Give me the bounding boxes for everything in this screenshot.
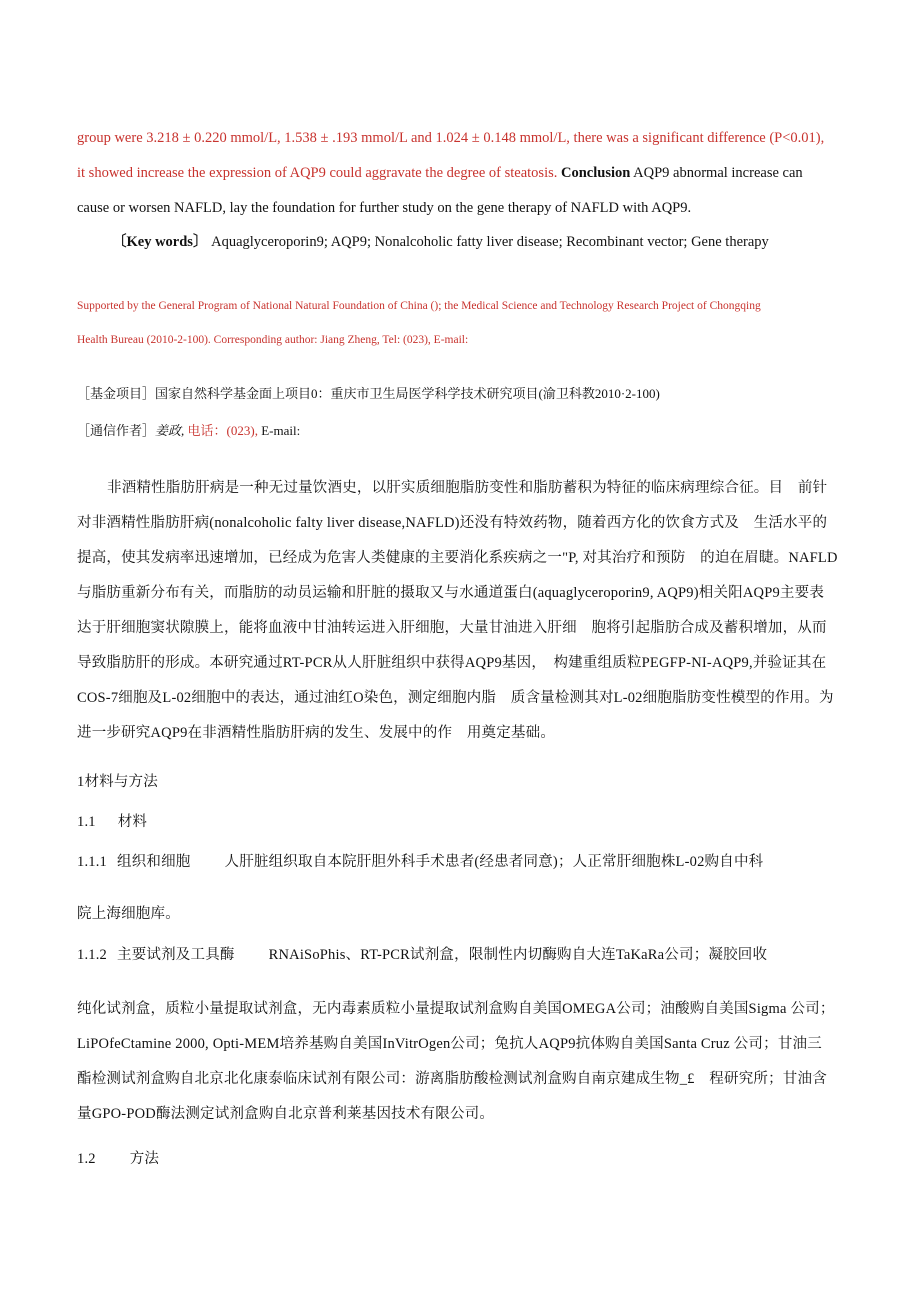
corresponding-cn [77, 421, 859, 441]
keywords-line [112, 232, 859, 252]
intro-line-1: 非酒精性脂肪肝病是一种无过量饮酒史，以肝实质细胞脂肪变性和脂肪蓄积为特征的临床病理综合征。目 前针 [107, 480, 828, 496]
section-1-1-2-line-3: 酯检测试剂盒购自北京北化康泰临床试剂有限公司：游离脂肪酸检测试剂盒购自南京建成生物_£ 程研究所；甘油含 [77, 1071, 827, 1087]
section-1-1-2-text: RNAiSoPhis、RT-PCR试剂盒，限制性内切酶购自大连TaKaRa公司；凝胶回收 [268, 947, 768, 963]
section-1-1-2-line-1: 纯化试剂盒，质粒小量提取试剂盒，无内毒素质粒小量提取试剂盒购自美国OMEGA公司；油酸购自美国Sigma 公司； [77, 1001, 835, 1017]
fund-cn [77, 384, 859, 404]
section-1-1-2-line [77, 945, 859, 965]
section-1-1-heading [77, 812, 859, 832]
abstract-line-3: cause or worsen NAFLD, lay the foundation for further study on the gene therapy of NAFLD with AQP9. [77, 200, 692, 216]
intro-line-7: COS-7细胞及L-02细胞中的表达，通过油红O染色，测定细胞内脂 质含量检测其对L-02细胞脂肪变性模型的作用。为 [77, 690, 834, 706]
section-1-1-1-title: 组织和细胞 [117, 854, 191, 870]
section-1-1-2-line-4: 量GPO-POD酶法测定试剂盒购自北京普利莱基因技术有限公司。 [77, 1106, 495, 1122]
corresponding-label: ［通信作者］ [77, 423, 156, 438]
section-1-1-1-number: 1.1.1 [77, 854, 107, 870]
intro-line-3: 提高，使其发病率迅速增加，已经成为危害人类健康的主要消化系疾病之一"P, 对其治疗和预防 的迫在眉睫。NAFLD [77, 550, 838, 566]
section-1-1-2-title: 主要试剂及工具酶 [117, 947, 235, 963]
intro-line-6: 导致脂肪肝的形成。本研究通过RT-PCR从人肝脏组织中获得AQP9基因， 构建重组质粒PEGFP-NI-AQP9,并验证其在 [77, 655, 827, 671]
intro-line-8: 进一步研究AQP9在非酒精性脂肪肝病的发生、发展中的作 用奠定基础。 [77, 725, 556, 741]
section-1-1-1-text: 人肝脏组织取自本院肝胆外科手术患者(经患者同意)；人正常肝细胞株L-02购自中科 [224, 854, 764, 870]
section-1-2-number: 1.2 [77, 1151, 96, 1167]
section-1-2-heading [77, 1149, 859, 1169]
corresponding-tel-label: 电话： [187, 423, 227, 438]
fund-label: ［基金项目］ [77, 386, 156, 401]
conclusion-text: AQP9 abnormal increase can [633, 165, 803, 181]
section-1-1-title: 材料 [117, 814, 148, 830]
conclusion-label: Conclusion [561, 165, 631, 181]
support-en-line-1: Supported by the General Program of National Natural Foundation of China (); the Medical Science and Technology Research Project of Chongqing [77, 300, 761, 312]
section-1-1-2-number: 1.1.2 [77, 947, 107, 963]
corresponding-email: E-mail: [261, 423, 301, 438]
intro-line-2: 对非酒精性脂肪肝病(nonalcoholic falty liver disease,NAFLD)还没有特效药物，随着西方化的饮食方式及 生活水平的 [77, 515, 828, 531]
section-1-2-title: 方法 [129, 1151, 160, 1167]
support-en-line-2: Health Bureau (2010-2-100). Corresponding author: Jiang Zheng, Tel: (023), E-mail: [77, 334, 469, 346]
fund-text: 国家自然科学基金面上项目0：重庆市卫生局医学科学技术研究项目(渝卫科教2010·2-100) [155, 386, 660, 401]
abstract-line-1: group were 3.218 ± 0.220 mmol/L, 1.538 ± .193 mmol/L and 1.024 ± 0.148 mmol/L, there was a significant difference (P<0.01), [77, 130, 825, 146]
section-1-heading: 1材料与方法 [77, 774, 158, 790]
corresponding-tel: (023), [226, 423, 258, 438]
section-1-1-number: 1.1 [77, 814, 96, 830]
corresponding-name: 姜政, [155, 423, 185, 438]
keywords-text: Aquaglyceroporin9; AQP9; Nonalcoholic fatty liver disease; Recombinant vector; Gene therapy [211, 234, 769, 250]
keywords-label: 〔Key words〕 [112, 234, 208, 250]
intro-line-5: 达于肝细胞窦状隙膜上，能将血液中甘油转运进入肝细胞，大量甘油进入肝细 胞将引起脂肪合成及蓄积增加，从而 [77, 620, 827, 636]
section-1-1-1-line [77, 852, 859, 872]
section-1-1-2-line-2: LiPOfeCtamine 2000, Opti-MEM培养基购自美国InVitrOgen公司；兔抗人AQP9抗体购自美国Santa Cruz 公司；甘油三 [77, 1036, 822, 1052]
intro-line-4: 与脂肪重新分布有关，而脂肪的动员运输和肝脏的摄取又与水通道蛋白(aquaglyceroporin9, AQP9)相关阳AQP9主要表 [77, 585, 825, 601]
abstract-line-2 [77, 163, 859, 183]
abstract-result-text: it showed increase the expression of AQP9 could aggravate the degree of steatosis. [77, 165, 558, 181]
section-1-1-1-cont: 院上海细胞库。 [77, 906, 180, 922]
